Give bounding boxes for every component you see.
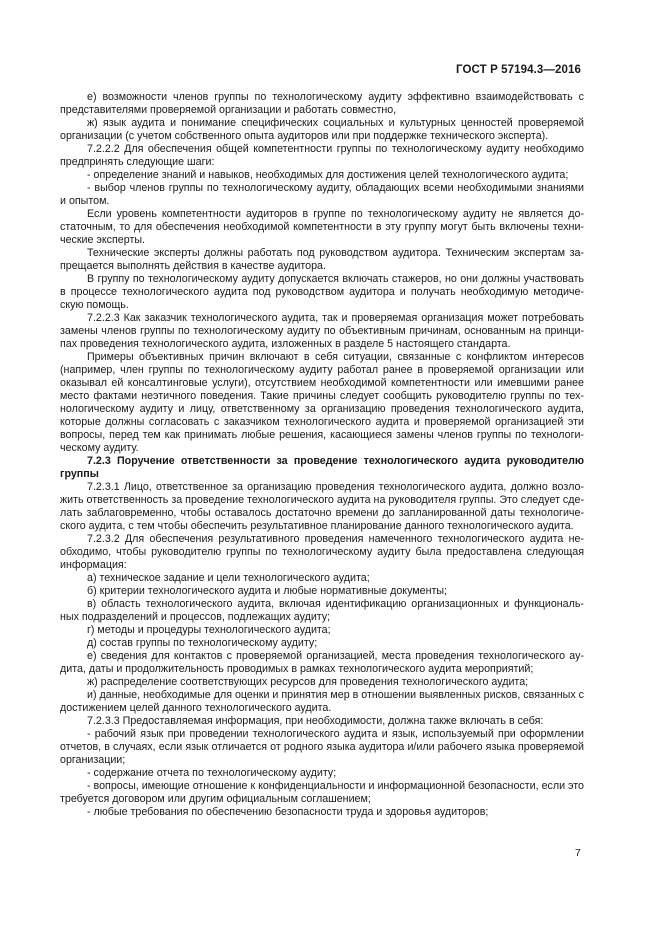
paragraph: Технические эксперты должны работать под руководством аудитора. Техническим экспертам за-прещается выполнять действия в качестве аудитора. (60, 247, 584, 272)
paragraph: 7.2.3.1 Лицо, ответственное за организацию проведения технологического аудита, должно возло-жить ответственность за проведение технологического аудита на руководителя группы. Это следует сде-лать заблаговременно, чтобы оставалось достаточно времени до запланированной даты технологиче-ского аудита, с тем чтобы обеспечить результативное планирование данного технологического аудита. (60, 481, 585, 532)
paragraph: е) возможности членов группы по технологическому аудиту эффективно взаимодействовать с представителями проверяемой организации и работать совместно, (60, 91, 584, 116)
list-item: - любые требования по обеспечению безопасности труда и здоровья аудиторов; (87, 806, 489, 818)
list-item: г) методы и процедуры технологического аудита; (87, 624, 331, 636)
list-item: - вопросы, имеющие отношение к конфиденциальности и информационной безопасности, если это требуется договором или другим официальным соглашением; (60, 780, 584, 805)
list-item: е) сведения для контактов с проверяемой организацией, места проведения технологического ау-дита, даты и продолжительность проводимых в рамках технологического аудита мероприятий; (60, 650, 584, 675)
list-item: д) состав группы по технологическому аудиту; (87, 637, 318, 649)
standard-header: ГОСТ Р 57194.3—2016 (456, 64, 581, 76)
paragraph: 7.2.3.3 Предоставляемая информация, при необходимости, должна также включать в себя: (87, 715, 544, 727)
list-item: - рабочий язык при проведении технологического аудита и язык, используемый при оформлении отчетов, в случаях, если язык отличается от родного языка аудитора и/или рабочего языка проверяемой организации; (60, 728, 584, 766)
list-item: в) область технологического аудита, включая идентификацию организационных и функциональ-ных подразделений и процессов, подлежащих аудиту; (60, 598, 584, 623)
paragraph: Примеры объективных причин включают в себя ситуации, связанные с конфликтом интересов (например, член группы по технологическому аудиту работал ранее в проверяемой организации или оказывал ей консалтинговые услуги), отсутствием необходимой компетентности или имевшими ранее место фактами неэтичного поведения. Такие причины следует сообщить руководителю группы по тех-нологическому аудиту и лицу, ответственному за организацию проведения технологического аудита, которые должны согласовать с заказчиком технологического аудита и проверяемой организацией эти вопросы, перед тем как принимать любые решения, касающиеся замены членов группы по технологи-ческому аудиту. (60, 351, 584, 454)
list-item: б) критерии технологического аудита и любые нормативные документы; (87, 585, 448, 597)
list-item: а) техническое задание и цели технологического аудита; (87, 572, 370, 584)
paragraph: 7.2.2.3 Как заказчик технологического аудита, так и проверяемая организация может потребовать замены членов группы по технологическому аудиту по объективным причинам, основанным на принци-пах проведения технологического аудита, изложенных в разделе 5 настоящего стандарта. (60, 312, 584, 350)
section-heading: 7.2.3 Поручение ответственности за проведение технологического аудита руководителю группы (60, 455, 584, 480)
paragraph: 7.2.2.2 Для обеспечения общей компетентности группы по технологическому аудиту необходимо предпринять следующие шаги: (60, 143, 584, 168)
list-item: - выбор членов группы по технологическому аудиту, обладающих всеми необходимыми знаниями и опытом. (60, 182, 584, 207)
list-item: и) данные, необходимые для оценки и принятия мер в отношении выявленных рисков, связанных с достижением целей данного технологического аудита. (60, 689, 584, 714)
paragraph: Если уровень компетентности аудиторов в группе по технологическому аудиту не является до-статочным, то для обеспечения необходимой компетентности в эту группу могут быть включены техни-ческие эксперты. (60, 208, 584, 246)
paragraph: ж) язык аудита и понимание специфических социальных и культурных ценностей проверяемой организации (с учетом собственного опыта аудиторов или при поддержке технического эксперта). (60, 117, 584, 142)
list-item: ж) распределение соответствующих ресурсов для проведения технологического аудита; (87, 676, 529, 688)
list-item: - содержание отчета по технологическому аудиту; (87, 767, 337, 779)
page-number: 7 (575, 847, 581, 859)
paragraph: 7.2.3.2 Для обеспечения результативного проведения намеченного технологического аудита не-обходимо, чтобы руководителю группы по технологическому аудиту была предоставлена следующая информация: (60, 533, 584, 571)
document-body (60, 91, 584, 819)
paragraph: В группу по технологическому аудиту допускается включать стажеров, но они должны участвовать в процессе технологического аудита под руководством аудитора и получать необходимую методиче-скую помощь. (60, 273, 584, 311)
list-item: - определение знаний и навыков, необходимых для достижения целей технологического аудита; (87, 169, 569, 181)
